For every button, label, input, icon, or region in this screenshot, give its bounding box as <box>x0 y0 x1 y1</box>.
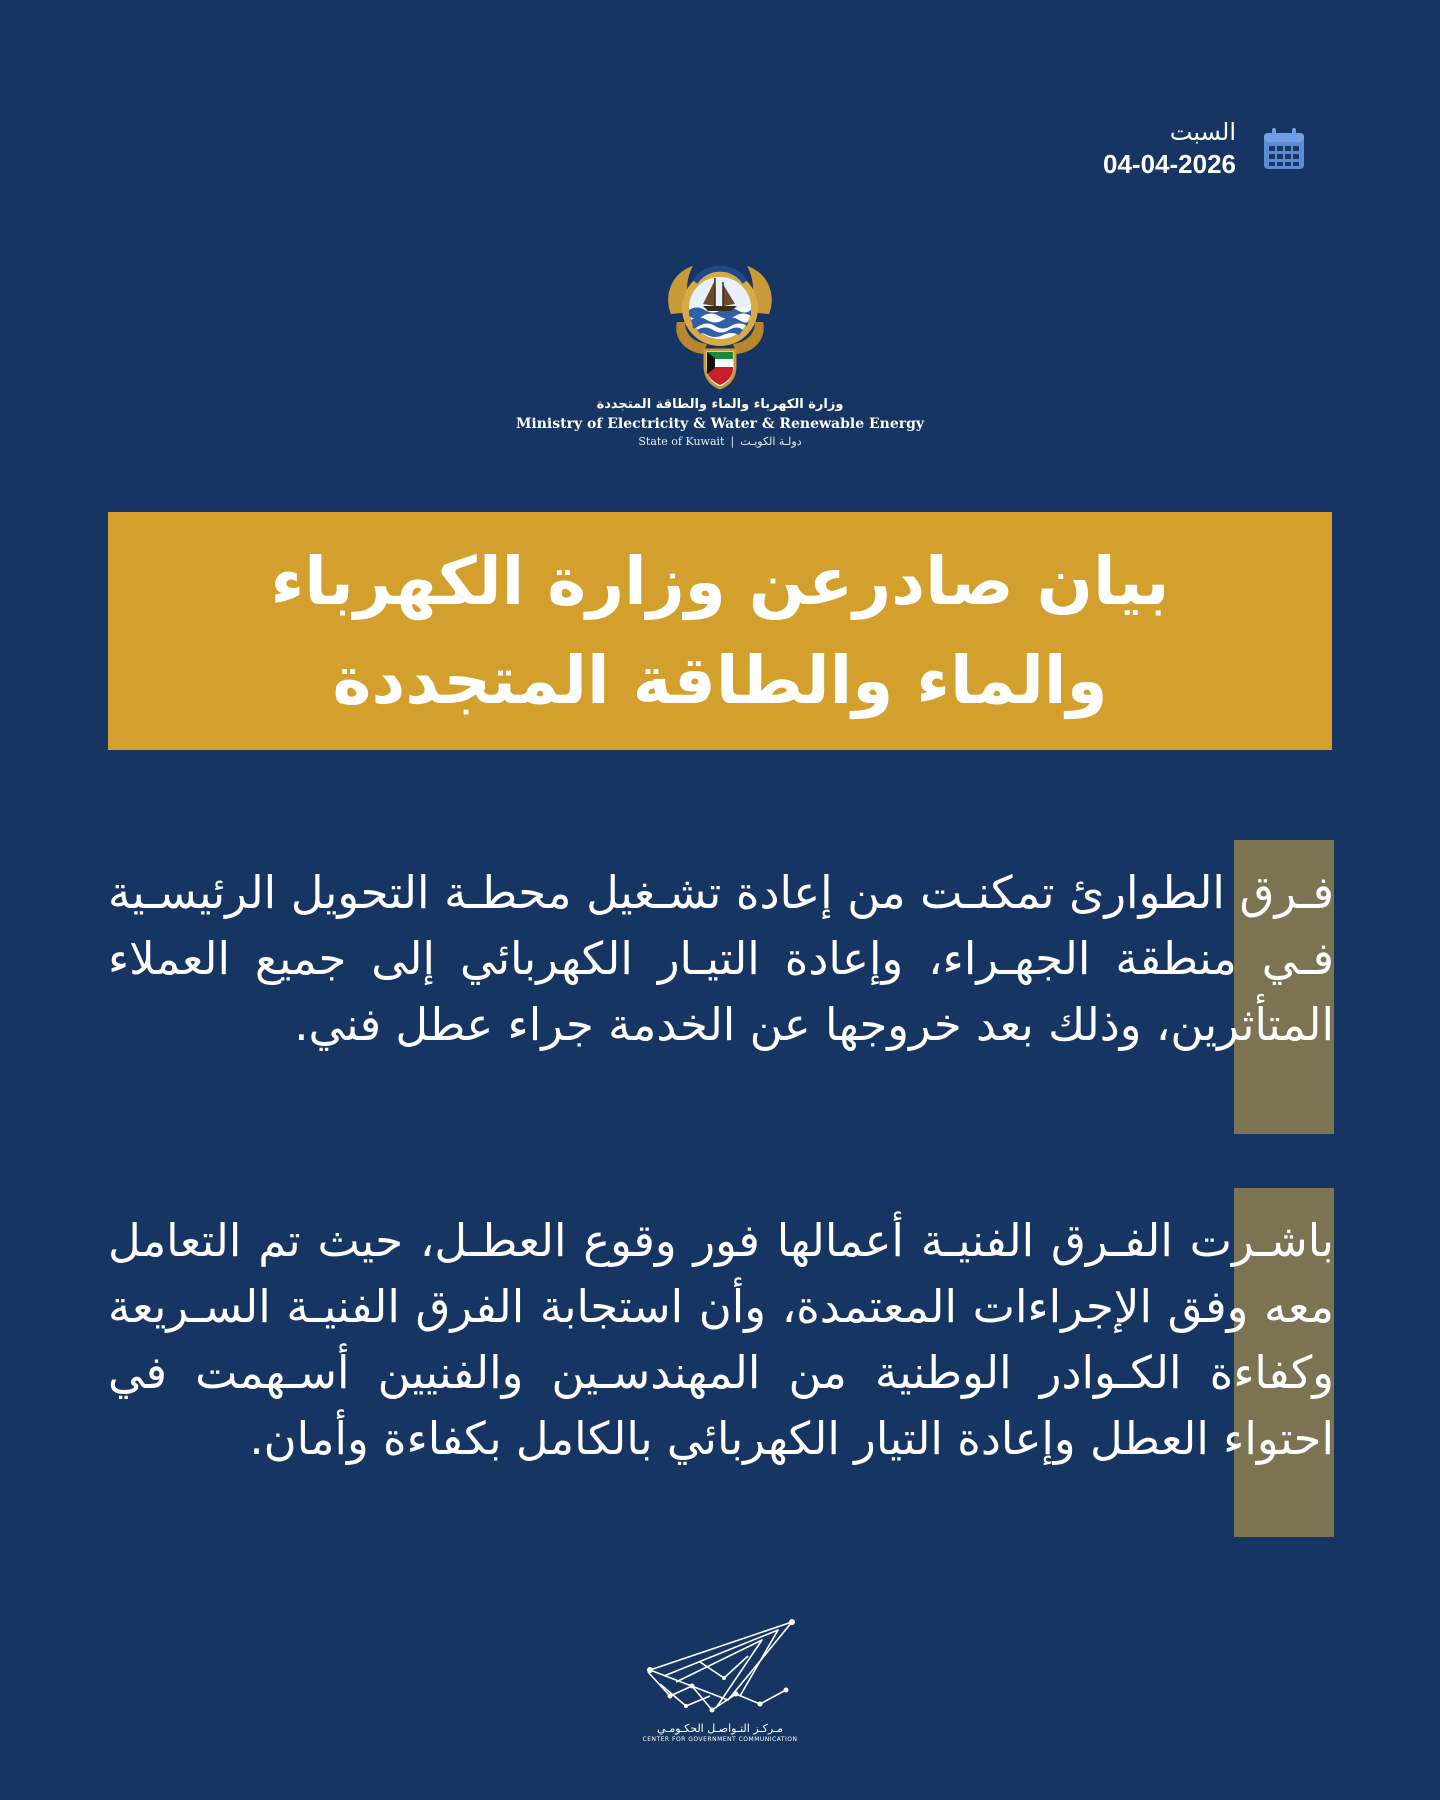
title-banner <box>108 512 1332 750</box>
kuwait-emblem-icon <box>663 258 777 392</box>
ministry-name-en: Ministry of Electricity & Water & Renewable Energy <box>515 415 925 432</box>
date-value: 04-04-2026 <box>1103 148 1236 179</box>
footer-name-en: CENTER FOR GOVERNMENT COMMUNICATION <box>642 1736 798 1744</box>
ministry-state <box>0 435 1440 450</box>
ministry-text <box>0 396 1440 450</box>
footer-text <box>0 1723 1440 1744</box>
title-line-1: بيان صادرعن وزارة الكهرباء <box>270 543 1170 620</box>
calendar-icon <box>1260 125 1308 173</box>
ministry-name-ar: وزارة الكهرباء والماء والطاقة المتجددة <box>596 397 844 412</box>
state-name-ar: دولـة الكويـت <box>740 435 802 449</box>
title-line-2: والماء والطاقة المتجددة <box>332 642 1108 719</box>
paragraph-block-1 <box>108 840 1334 1134</box>
paragraph-text-1: فـرق الطوارئ تمكنـت من إعادة تشـغيل محطـة التحويل الرئيسـية فـي منطقة الجهـراء، وإعادة التيـار الكهربائي إلى جميع العملاء المتأثرين، وذلك بعد خروجها عن الخدمة جراء عطل فني. <box>108 866 1334 1051</box>
date-day: السبت <box>1169 118 1236 146</box>
footer-name-ar: مـركـز التـواصـل الحكـومـي <box>656 1722 784 1735</box>
date-block <box>1103 118 1308 180</box>
paragraph-block-2 <box>108 1188 1334 1537</box>
state-name-en: State of Kuwait <box>638 435 725 449</box>
paragraph-text-2: باشـرت الفـرق الفنيـة أعمالها فور وقوع العطـل، حيث تم التعامل معه وفق الإجراءات المعتمدة، وأن استجابة الفرق الفنيـة السـريعة وكفاءة الكـوادر الوطنية من المهندسـين والفنيين أسـهمت في احتواء العطل وإعادة التيار الكهربائي بالكامل بكفاءة وأمان. <box>108 1214 1334 1465</box>
government-communication-logo-icon <box>640 1616 800 1726</box>
state-separator: | <box>730 435 735 449</box>
date-text <box>1103 118 1236 180</box>
